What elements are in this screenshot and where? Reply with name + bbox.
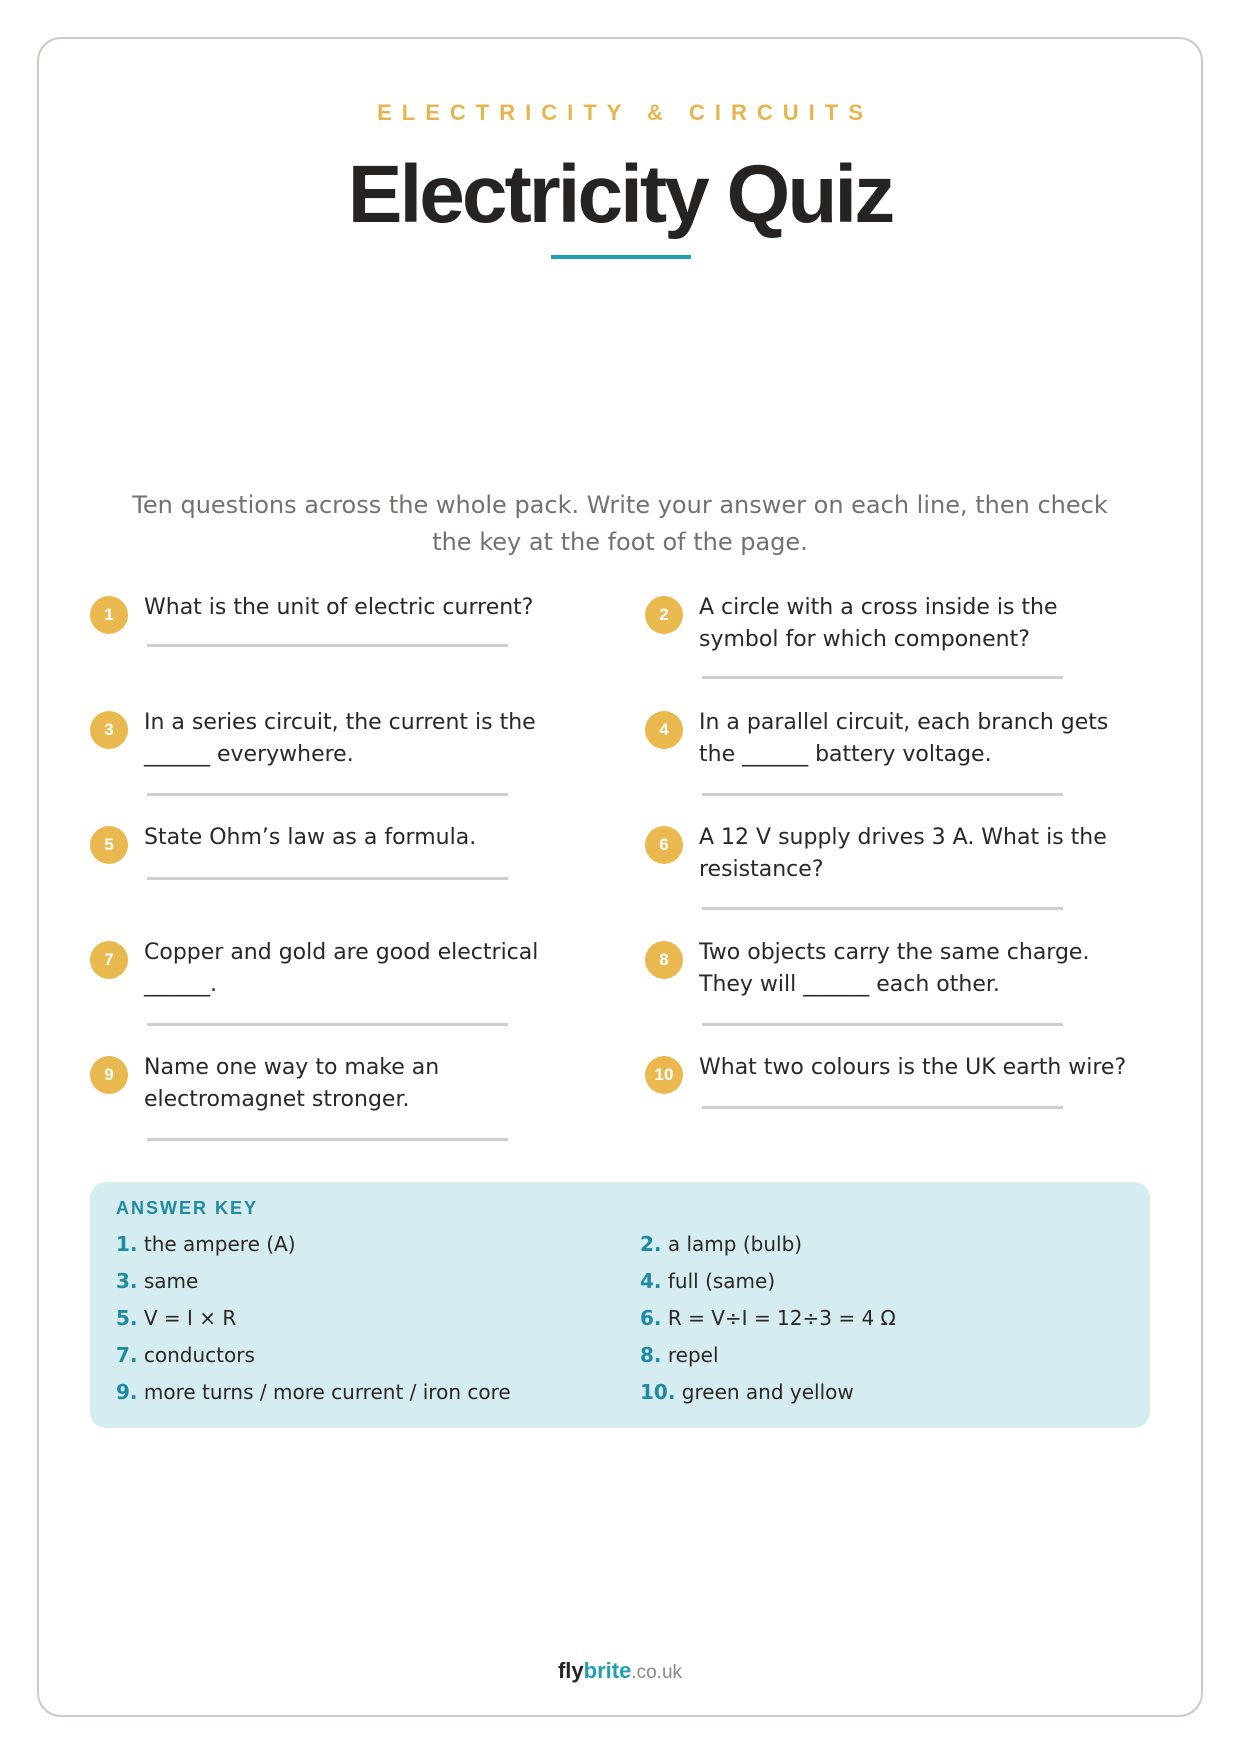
question-number-badge: 3 [90,711,128,749]
answer-line[interactable] [702,793,1063,796]
footer-brand[interactable] [0,1658,1240,1684]
answer-line[interactable] [147,644,508,647]
answer-line[interactable] [702,1023,1063,1026]
answer-item-2 [640,1232,802,1256]
question-text: A circle with a cross inside is the symbol for which component? [699,595,1058,652]
question-text: State Ohm’s law as a formula. [144,825,477,850]
answer-item-5 [116,1306,236,1330]
title-underline [551,255,691,259]
question-number-badge: 8 [645,941,683,979]
answer-item-6 [640,1306,896,1330]
answer-number: 9. [116,1380,138,1404]
answer-item-8 [640,1343,719,1367]
answer-text: the ampere (A) [143,1232,296,1256]
answer-item-1 [116,1232,296,1256]
brand-domain: .co.uk [631,1662,683,1683]
question-text: Copper and gold are good electrical ______. [144,940,539,997]
answer-item-3 [116,1269,198,1293]
question-text: In a parallel circuit, each branch gets the ______ battery voltage. [699,710,1109,767]
answer-number: 5. [116,1306,138,1330]
brand-fly: fly [557,1658,584,1683]
question-text: What two colours is the UK earth wire? [699,1055,1127,1080]
answer-number: 4. [640,1269,662,1293]
question-text: In a series circuit, the current is the ______ everywhere. [144,710,536,767]
answer-text: R = V÷I = 12÷3 = 4 Ω [667,1306,896,1330]
answer-line[interactable] [702,907,1063,910]
answer-key-title: ANSWER KEY [116,1198,259,1218]
answer-line[interactable] [147,877,508,880]
answer-number: 6. [640,1306,662,1330]
answer-line[interactable] [702,1106,1063,1109]
answer-number: 3. [116,1269,138,1293]
answer-number: 7. [116,1343,138,1367]
answer-number: 1. [116,1232,138,1256]
answer-text: full (same) [667,1269,776,1293]
answer-line[interactable] [702,676,1063,679]
answer-line[interactable] [147,1023,508,1026]
answer-line[interactable] [147,793,508,796]
intro-text: Ten questions across the whole pack. Write your answer on each line, then check the key at the foot of the page. [132,491,1108,556]
question-text: A 12 V supply drives 3 A. What is the resistance? [699,825,1107,882]
answer-item-10 [640,1380,854,1404]
answer-item-7 [116,1343,255,1367]
question-number-badge: 6 [645,826,683,864]
question-number-badge: 10 [645,1056,683,1094]
page-title: Electricity Quiz [347,149,893,240]
answer-text: more turns / more current / iron core [143,1380,511,1404]
answer-item-9 [116,1380,511,1404]
answer-text: V = I × R [143,1306,237,1330]
answer-text: conductors [143,1343,255,1367]
topic-eyebrow: ELECTRICITY & CIRCUITS [377,100,873,125]
question-number-badge: 5 [90,826,128,864]
question-text: Name one way to make an electromagnet stronger. [144,1055,440,1112]
question-number-badge: 4 [645,711,683,749]
brand-brite: brite [583,1658,632,1683]
answer-key-panel [90,1182,1150,1428]
question-text: What is the unit of electric current? [144,595,534,620]
question-number-badge: 2 [645,596,683,634]
question-number-badge: 9 [90,1056,128,1094]
question-text: Two objects carry the same charge. They will ______ each other. [699,940,1090,997]
answer-number: 2. [640,1232,662,1256]
answer-line[interactable] [147,1138,508,1141]
answer-number: 8. [640,1343,662,1367]
answer-text: green and yellow [681,1380,854,1404]
question-number-badge: 7 [90,941,128,979]
question-number-badge: 1 [90,596,128,634]
answer-text: same [143,1269,199,1293]
answer-item-4 [640,1269,775,1293]
answer-number: 10. [640,1380,676,1404]
answer-text: a lamp (bulb) [667,1232,803,1256]
answer-text: repel [667,1343,719,1367]
